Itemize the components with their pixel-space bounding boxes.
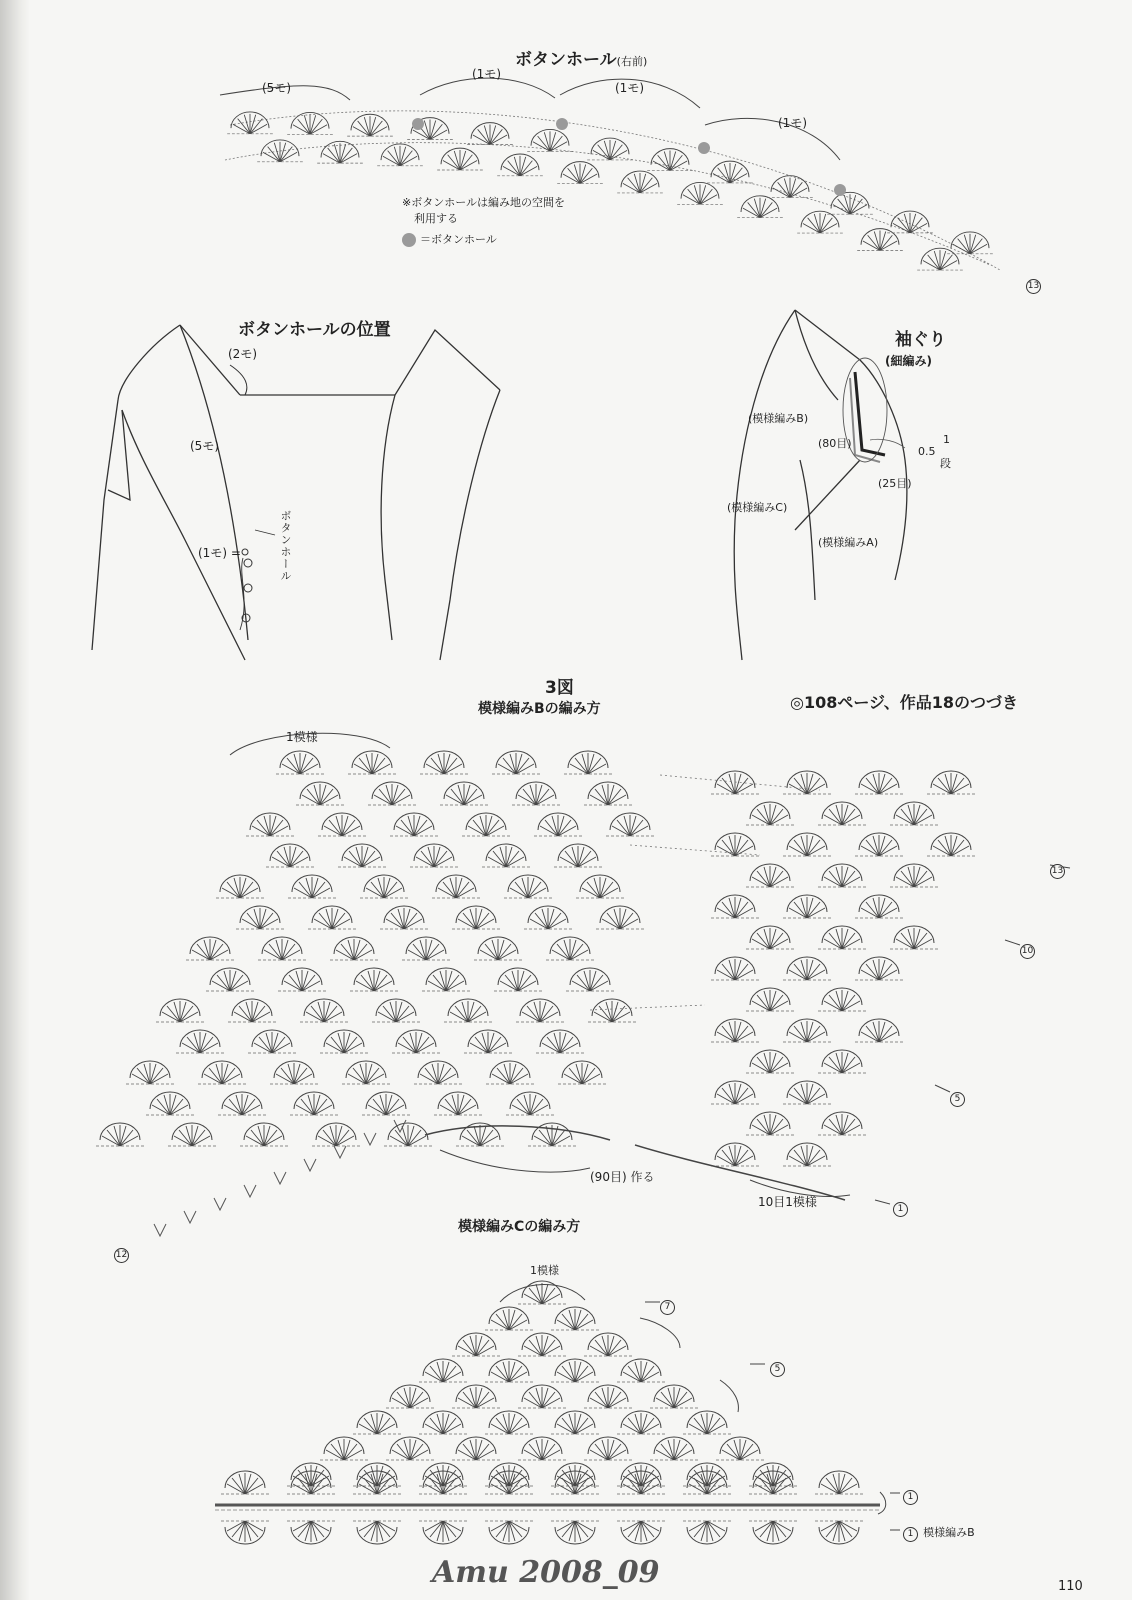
buttonhole-fan xyxy=(737,196,783,218)
round-marker-5: 5 xyxy=(770,1358,785,1377)
round-marker-5: 5 xyxy=(950,1088,965,1107)
pattern-c-fan xyxy=(551,1359,599,1382)
pattern-b-fan xyxy=(186,937,234,960)
pattern-c-fan xyxy=(683,1471,731,1494)
pattern-b-fan xyxy=(783,1019,831,1042)
buttonhole-fan xyxy=(857,229,903,251)
pattern-b-fan xyxy=(218,1092,266,1115)
pattern-c-fan xyxy=(518,1385,566,1408)
pattern-b-fan xyxy=(554,844,602,867)
pattern-b-fan xyxy=(440,782,488,805)
round-marker-13: 13 xyxy=(1050,860,1065,879)
pattern-b-fan xyxy=(434,1092,482,1115)
pattern-b-fan xyxy=(711,895,759,918)
pattern-b-fan xyxy=(266,844,314,867)
round-marker-7: 7 xyxy=(660,1296,675,1315)
buttonhole-marker xyxy=(698,142,710,154)
buttonhole-marker xyxy=(412,118,424,130)
pattern-c-bottom-fan xyxy=(749,1521,797,1544)
pattern-b-fan xyxy=(818,926,866,949)
round-marker-10: 10 xyxy=(1020,940,1035,959)
pattern-b-fan xyxy=(855,957,903,980)
buttonhole-fan xyxy=(587,138,633,160)
pattern-b-fan xyxy=(384,1123,432,1146)
pattern-b-fan xyxy=(248,1030,296,1053)
pattern-b-fan xyxy=(746,1050,794,1073)
pattern-c-fan xyxy=(518,1281,566,1304)
pattern-b-fan xyxy=(240,1123,288,1146)
pattern-c-fan xyxy=(386,1437,434,1460)
pattern-b-fan xyxy=(146,1092,194,1115)
pattern-b-fan xyxy=(410,844,458,867)
pattern-b-fan xyxy=(278,968,326,991)
pattern-b-fan xyxy=(206,968,254,991)
pattern-c-fan xyxy=(518,1437,566,1460)
title-text: ボタンホール xyxy=(515,50,617,70)
pattern-b-fan xyxy=(512,782,560,805)
pattern-c-bottom-fan xyxy=(419,1521,467,1544)
pattern-b-fan xyxy=(342,1061,390,1084)
pattern-b-fan xyxy=(414,1061,462,1084)
pattern-c-fan xyxy=(749,1471,797,1494)
buttonhole-fan xyxy=(887,211,933,233)
buttonhole-fan xyxy=(617,171,663,193)
watermark-signature: Amu 2008_09 xyxy=(432,1555,660,1590)
pattern-b-fan xyxy=(855,833,903,856)
position-diagram-title: ボタンホールの位置 xyxy=(238,320,391,340)
pattern-c-fan xyxy=(287,1471,335,1494)
pattern-b-fan xyxy=(276,751,324,774)
pattern-b-fan xyxy=(236,906,284,929)
label-pattern-a: (模様編みA) xyxy=(818,536,879,549)
pattern-b-fan xyxy=(558,1061,606,1084)
pattern-b-fan xyxy=(402,937,450,960)
buttonhole-dot xyxy=(244,584,252,592)
v-stitch-mark xyxy=(334,1146,346,1158)
pattern-b-fan xyxy=(576,875,624,898)
pattern-b-fan xyxy=(350,968,398,991)
pattern-b-fan xyxy=(606,813,654,836)
vertical-buttonhole-label: ボタンホール xyxy=(279,510,292,582)
pattern-c-fan xyxy=(551,1411,599,1434)
pattern-b-fan xyxy=(927,833,975,856)
pattern-b-fan xyxy=(126,1061,174,1084)
label-2mo: (2モ) xyxy=(228,347,257,361)
pattern-c-fan xyxy=(452,1385,500,1408)
pattern-b-title: 模様編みBの編み方 xyxy=(478,701,601,717)
pattern-c-fan xyxy=(518,1333,566,1356)
label-25: (25目) xyxy=(878,477,912,490)
pattern-b-fan xyxy=(320,1030,368,1053)
label-1mo: (1モ) xyxy=(472,67,501,81)
pattern-b-fan xyxy=(308,906,356,929)
pattern-b-fan xyxy=(783,771,831,794)
pattern-c-fan xyxy=(320,1437,368,1460)
pattern-b-fan xyxy=(746,864,794,887)
title-note: (右前) xyxy=(616,55,648,68)
pattern-b-fan xyxy=(420,751,468,774)
pattern-b-fan xyxy=(536,1030,584,1053)
v-stitch-mark xyxy=(184,1211,196,1223)
buttonhole-fan xyxy=(827,192,873,214)
pattern-b-fan xyxy=(855,895,903,918)
buttonhole-position-outline xyxy=(92,325,500,660)
pattern-b-fan xyxy=(855,771,903,794)
pattern-c-bottom-fan xyxy=(221,1521,269,1544)
pattern-b-fan xyxy=(372,999,420,1022)
pattern-b-fan xyxy=(818,864,866,887)
pattern-b-fan xyxy=(492,751,540,774)
pattern-c-fan xyxy=(617,1411,665,1434)
pattern-c-bottom-fan xyxy=(287,1521,335,1544)
pattern-c-fan xyxy=(716,1437,764,1460)
pattern-c-bottom-fan xyxy=(353,1521,401,1544)
buttonhole-fan xyxy=(797,211,843,233)
pattern-b-fan xyxy=(452,906,500,929)
legend-swatch xyxy=(402,233,416,247)
label-pattern-b: (模様編みB) xyxy=(748,412,809,425)
pattern-c-title: 模様編みCの編み方 xyxy=(458,1219,581,1235)
pattern-b-fan xyxy=(318,813,366,836)
pattern-b-fan xyxy=(228,999,276,1022)
pattern-b-fan xyxy=(546,937,594,960)
pattern-b-fan xyxy=(584,782,632,805)
legend-label: ＝ボタンホール xyxy=(420,233,497,246)
pattern-b-fan xyxy=(216,875,264,898)
pattern-c-fan xyxy=(419,1359,467,1382)
round-marker-1: 1 xyxy=(893,1198,908,1217)
buttonhole-fan xyxy=(947,232,993,254)
pattern-b-fan xyxy=(818,1050,866,1073)
buttonhole-stitch-chart xyxy=(220,78,1000,270)
pattern-b-fan xyxy=(596,906,644,929)
pattern-b-fan xyxy=(783,1081,831,1104)
buttonhole-marker xyxy=(834,184,846,196)
pattern-b-fan xyxy=(818,988,866,1011)
v-stitch-mark xyxy=(364,1133,376,1145)
armhole-title: 袖ぐり xyxy=(895,330,946,350)
pattern-c-fan xyxy=(584,1333,632,1356)
bracket-1mo-c xyxy=(705,118,840,160)
label-1: 1 xyxy=(943,433,950,446)
label-1mo: (1モ) xyxy=(615,81,644,95)
pattern-c-fan xyxy=(221,1471,269,1494)
pattern-b-fan xyxy=(368,782,416,805)
pattern-c-fan xyxy=(683,1411,731,1434)
pattern-b-fan xyxy=(890,802,938,825)
pattern-b-fan xyxy=(360,875,408,898)
label-0-5: 0.5 xyxy=(918,445,936,458)
pattern-c-fan xyxy=(353,1411,401,1434)
buttonhole-note-line2: 利用する xyxy=(414,212,458,225)
armhole-detail xyxy=(843,358,905,462)
buttonhole-fan xyxy=(707,161,753,183)
pattern-b-fan xyxy=(486,1061,534,1084)
pattern-b-fan xyxy=(288,875,336,898)
pattern-b-fan xyxy=(338,844,386,867)
buttonhole-fan xyxy=(557,162,603,184)
label-1mo: (1モ) = xyxy=(198,546,241,560)
pattern-b-fan xyxy=(504,875,552,898)
pattern-b-fan xyxy=(746,988,794,1011)
pattern-b-fan xyxy=(462,813,510,836)
label-1mo: (1モ) xyxy=(778,116,807,130)
pattern-b-chart xyxy=(96,730,1070,1236)
pattern-b-fan xyxy=(198,1061,246,1084)
pattern-b-fan xyxy=(380,906,428,929)
pattern-b-fan xyxy=(348,751,396,774)
pattern-b-fan xyxy=(890,864,938,887)
pattern-c-fan xyxy=(386,1385,434,1408)
round-marker-13: 13 xyxy=(1026,275,1041,294)
page-number: 110 xyxy=(1058,1579,1083,1594)
pattern-b-fan xyxy=(330,937,378,960)
label-5mo: (5モ) xyxy=(190,439,219,453)
pattern-c-fan xyxy=(452,1333,500,1356)
pattern-b-fan xyxy=(176,1030,224,1053)
pattern-c-fan xyxy=(551,1471,599,1494)
v-stitch-mark xyxy=(154,1224,166,1236)
pattern-c-fan xyxy=(617,1359,665,1382)
pattern-b-fan xyxy=(464,1030,512,1053)
label-80: (80目) xyxy=(818,437,852,450)
pattern-c-fan xyxy=(485,1359,533,1382)
pattern-b-fan xyxy=(482,844,530,867)
pattern-b-fan xyxy=(534,813,582,836)
pattern-b-fan xyxy=(746,802,794,825)
pattern-b-fan xyxy=(588,999,636,1022)
label-pattern-c: (模様編みC) xyxy=(727,501,788,514)
pattern-b-repeat-label: 1模様 xyxy=(286,730,318,744)
pattern-b-fan xyxy=(711,833,759,856)
pattern-b-fan xyxy=(746,1112,794,1135)
pattern-c-fan xyxy=(419,1471,467,1494)
buttonhole-fan xyxy=(347,114,393,136)
pattern-b-fan xyxy=(444,999,492,1022)
label-5mo: (5モ) xyxy=(262,81,291,95)
pattern-c-fan xyxy=(551,1307,599,1330)
pattern-b-fan xyxy=(564,751,612,774)
pattern-b-fan xyxy=(746,926,794,949)
buttonhole-note-line1: ※ボタンホールは編み地の空間を xyxy=(402,196,565,209)
buttonhole-fan xyxy=(467,123,513,145)
pattern-b-fan xyxy=(818,802,866,825)
buttonhole-fan xyxy=(917,248,963,270)
pattern-b-fan xyxy=(296,782,344,805)
buttonhole-fan xyxy=(227,112,273,134)
buttonhole-marker xyxy=(556,118,568,130)
buttonhole-fan xyxy=(527,129,573,151)
pattern-c-fan xyxy=(485,1307,533,1330)
pattern-b-fan xyxy=(516,999,564,1022)
repeat-bracket xyxy=(500,1284,585,1302)
pattern-b-fan xyxy=(927,771,975,794)
buttonhole-fan xyxy=(497,154,543,176)
pattern-b-fan xyxy=(783,957,831,980)
pattern-b-fan xyxy=(783,833,831,856)
pattern-b-fan xyxy=(783,1143,831,1166)
buttonhole-fan xyxy=(287,112,333,134)
pattern-b-fan xyxy=(711,957,759,980)
pattern-b-fan xyxy=(890,926,938,949)
pattern-c-fan xyxy=(650,1437,698,1460)
buttonhole-fan xyxy=(257,140,303,162)
pattern-b-fan xyxy=(855,1019,903,1042)
round-marker-1: 1 xyxy=(903,1486,918,1505)
bracket-1mo-a xyxy=(420,78,555,98)
pattern-b-fan xyxy=(392,1030,440,1053)
pattern-b-fan xyxy=(390,813,438,836)
pattern-b-fan xyxy=(258,937,306,960)
pattern-b-fan xyxy=(566,968,614,991)
pattern-c-bottom-fan xyxy=(551,1521,599,1544)
pattern-c-bottom-fan xyxy=(617,1521,665,1544)
buttonhole-chart-title xyxy=(515,52,647,69)
stitch-repeat-label: 10目1模様 xyxy=(758,1195,817,1209)
pattern-b-fan xyxy=(422,968,470,991)
pattern-c-bottom-fan xyxy=(485,1521,533,1544)
pattern-b-fan xyxy=(783,895,831,918)
label-dan: 段 xyxy=(940,457,951,470)
figure-number: 3図 xyxy=(545,678,574,698)
v-stitch-mark xyxy=(244,1185,256,1197)
pattern-c-fan xyxy=(584,1385,632,1408)
foundation-label: (90目) 作る xyxy=(590,1170,655,1184)
pattern-c-fan xyxy=(353,1471,401,1494)
pattern-b-fan xyxy=(300,999,348,1022)
buttonhole-dot xyxy=(244,559,252,567)
pattern-c-fan xyxy=(815,1471,863,1494)
buttonhole-fan xyxy=(377,144,423,166)
pattern-b-fan xyxy=(474,937,522,960)
pattern-c-bottom-fan xyxy=(815,1521,863,1544)
pattern-c-chart xyxy=(215,1281,900,1544)
pattern-b-fan xyxy=(711,1143,759,1166)
pattern-b-fan xyxy=(711,1081,759,1104)
pattern-b-fan xyxy=(96,1123,144,1146)
pattern-c-fan xyxy=(650,1385,698,1408)
v-stitch-mark xyxy=(304,1159,316,1171)
v-stitch-mark xyxy=(214,1198,226,1210)
pattern-c-fan xyxy=(419,1411,467,1434)
pattern-b-fan xyxy=(432,875,480,898)
v-stitch-mark xyxy=(274,1172,286,1184)
pattern-b-fan xyxy=(711,771,759,794)
pattern-b-fan xyxy=(362,1092,410,1115)
pattern-c-fan xyxy=(584,1437,632,1460)
pattern-b-fan xyxy=(246,813,294,836)
pattern-c-fan xyxy=(485,1471,533,1494)
pattern-b-fan xyxy=(711,1019,759,1042)
pattern-b-fan xyxy=(270,1061,318,1084)
pattern-c-bottom-fan xyxy=(683,1521,731,1544)
bottom-round-marker: 1 模様編みB xyxy=(903,1523,975,1542)
pattern-b-fan xyxy=(818,1112,866,1135)
pattern-b-fan xyxy=(494,968,542,991)
pattern-c-fan xyxy=(452,1437,500,1460)
continuation-note: ◎108ページ、作品18のつづき xyxy=(790,693,1019,712)
pattern-c-fan xyxy=(617,1471,665,1494)
pattern-b-fan xyxy=(506,1092,554,1115)
pattern-b-fan xyxy=(290,1092,338,1115)
armhole-subtitle: (細編み) xyxy=(885,354,932,368)
pattern-c-fan xyxy=(485,1411,533,1434)
pattern-b-fan xyxy=(156,999,204,1022)
bottom-pattern-label: 模様編みB xyxy=(923,1526,975,1539)
pattern-b-fan xyxy=(524,906,572,929)
pattern-b-fan xyxy=(168,1123,216,1146)
buttonhole-fan xyxy=(647,149,693,171)
buttonhole-fan xyxy=(677,182,723,204)
buttonhole-fan xyxy=(767,176,813,198)
pattern-b-fan xyxy=(312,1123,360,1146)
buttonhole-fan xyxy=(437,148,483,170)
pattern-c-repeat-label: 1模様 xyxy=(530,1264,559,1277)
round-marker-12: 12 xyxy=(114,1244,129,1263)
